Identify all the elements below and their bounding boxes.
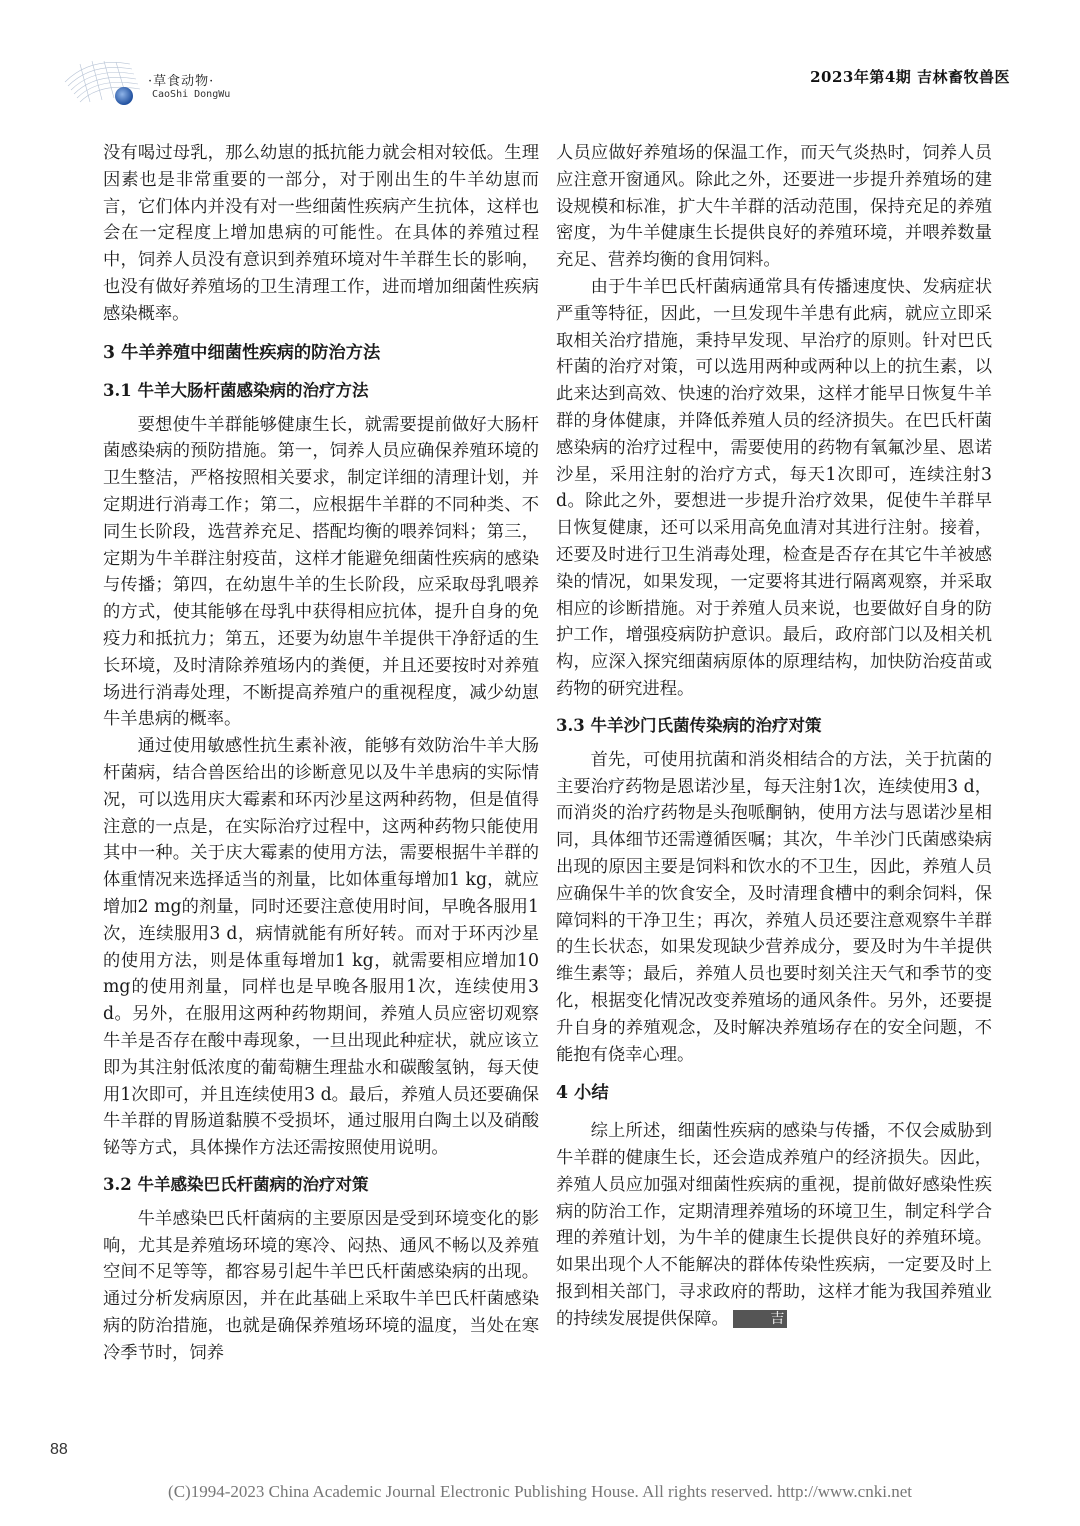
paragraph-text: 综上所述，细菌性疾病的感染与传播，不仅会威胁到牛羊群的健康生长，还会造成养殖户的经济损失。因此，养殖人员应加强对细菌性疾病的重视，提前做好感染性疾病的防治工作，定期清理养殖场的环境卫生，制定科学合理的养殖计划，为牛羊的健康生长提供良好的养殖环境。如果出现个人不能解决的群体传染性疾病，一定要及时上报到相关部门，寻求政府的帮助，这样才能为我国养殖业的持续发展提供保障。	[556, 1121, 992, 1329]
right-column	[556, 140, 992, 1333]
journal-issue-title: 2023年第4期 吉林畜牧兽医	[810, 68, 1010, 86]
paragraph-final	[556, 1118, 992, 1332]
section-subtitle: CaoShi DongWu	[152, 89, 231, 100]
paragraph: 通过使用敏感性抗生素补液，能够有效防治牛羊大肠杆菌病，结合兽医给出的诊断意见以及牛羊患病的实际情况，可以选用庆大霉素和环丙沙星这两种药物，但是值得注意的一点是，在实际治疗过程中，这两种药物只能使用其中一种。关于庆大霉素的使用方法，需要根据牛羊群的体重情况来选择适当的剂量，比如体重每增加1 kg，就应增加2 mg的剂量，同时还要注意使用时间，早晚各服用1次，连续服用3 d，病情就能有所好转。而对于环丙沙星的使用方法，则是体重每增加1 kg，就需要相应增加10 mg的使用剂量，同样也是早晚各服用1次，连续使用3 d。另外，在服用这两种药物期间，养殖人员应密切观察牛羊是否存在酸中毒现象，一旦出现此种症状，就应该立即为其注射低浓度的葡萄糖生理盐水和碳酸氢钠，每天使用1次即可，并且连续使用3 d。最后，养殖人员还要确保牛羊群的胃肠道黏膜不受损坏，通过服用白陶土以及硝酸铋等方式，具体操作方法还需按照使用说明。	[103, 736, 540, 1159]
paragraph: 首先，可使用抗菌和消炎相结合的方法，关于抗菌的主要治疗药物是恩诺沙星，每天注射1次，连续使用3 d，而消炎的治疗药物是头孢哌酮钠，使用方法与恩诺沙星相同，具体细节还需遵循医嘱；其次，牛羊沙门氏菌感染病出现的原因主要是饲料和饮水的不卫生，因此，养殖人员应确保牛羊的饮食安全，及时清理食槽中的剩余饲料，保障饲料的干净卫生；再次，养殖人员还要注意观察牛羊群的生长状态，如果发现缺少营养成分，要及时为牛羊提供维生素等；最后，养殖人员也要时刻关注天气和季节的变化，根据变化情况改变养殖场的通风条件。另外，还要提升自身的养殖观念，及时解决养殖场存在的安全问题，不能抱有侥幸心理。	[556, 749, 993, 1065]
paragraph: 人员应做好养殖场的保温工作，而天气炎热时，饲养人员应注意开窗通风。除此之外，还要进一步提升养殖场的建设规模和标准，扩大牛羊群的活动范围，保持充足的养殖密度，为牛羊健康生长提供良好的养殖环境，并喂养数量充足、营养均衡的食用饲料。	[556, 143, 992, 271]
paragraph: 牛羊感染巴氏杆菌病的主要原因是受到环境变化的影响，尤其是养殖场环境的寒冷、闷热、通风不畅以及养殖空间不足等等，都容易引起牛羊巴氏杆菌感染病的出现。通过分析发病原因，并在此基础上采取牛羊巴氏杆菌感染病的防治措施，也就是确保养殖场环境的温度，当处在寒冷季节时，饲养	[103, 1208, 539, 1363]
subsection-heading-3-2: 3.2 牛羊感染巴氏杆菌病的治疗对策	[103, 1174, 369, 1194]
page-header	[0, 0, 1080, 120]
section-title: ·草食动物·	[148, 74, 215, 89]
left-column	[103, 140, 539, 1367]
section-heading-3: 3 牛羊养殖中细菌性疾病的防治方法	[103, 342, 381, 363]
page-number: 88	[50, 1441, 68, 1458]
section-heading-4: 4 小结	[556, 1083, 609, 1104]
paragraph: 由于牛羊巴氏杆菌病通常具有传播速度快、发病症状严重等特征，因此，一旦发现牛羊患有此病，就应立即采取相关治疗措施，秉持早发现、早治疗的原则。针对巴氏杆菌的治疗对策，可以选用两种或两种以上的抗生素，以此来达到高效、快速的治疗效果，这样才能早日恢复牛羊群的身体健康，并降低养殖人员的经济损失。在巴氏杆菌感染病的治疗过程中，需要使用的药物有氧氟沙星、恩诺沙星，采用注射的治疗方式，每天1次即可，连续注射3 d。除此之外，要想进一步提升治疗效果，促使牛羊群早日恢复健康，还可以采用高免血清对其进行注射。接着，还要及时进行卫生消毒处理，检查是否存在其它牛羊被感染的情况，如果发现，一定要将其进行隔离观察，并采取相应的诊断措施。对于养殖人员来说，也要做好自身的防护工作，增强疫病防护意识。最后，政府部门以及相关机构，应深入探究细菌病原体的原理结构，加快防治疫苗或药物的研究进程。	[556, 276, 992, 699]
paragraph: 要想使牛羊群能够健康生长，就需要提前做好大肠杆菌感染病的预防措施。第一，饲养人员应确保养殖环境的卫生整洁，严格按照相关要求，制定详细的清理计划，并定期进行消毒工作；第二，应根据牛羊群的不同种类、不同生长阶段，选营养充足、搭配均衡的喂养饲料；第三，定期为牛羊群注射疫苗，这样才能避免细菌性疾病的感染与传播；第四，在幼崽牛羊的生长阶段，应采取母乳喂养的方式，使其能够在母乳中获得相应抗体，提升自身的免疫力和抵抗力；第五，还要为幼崽牛羊提供干净舒适的生长环境，及时清除养殖场内的粪便，并且还要按时对养殖场进行消毒处理，不断提高养殖户的重视程度，减少幼崽牛羊患病的概率。	[103, 414, 539, 730]
paragraph: 没有喝过母乳，那么幼崽的抵抗能力就会相对较低。生理因素也是非常重要的一部分，对于刚出生的牛羊幼崽而言，它们体内并没有对一些细菌性疾病产生抗体，这样也会在一定程度上增加患病的可能性。在具体的养殖过程中，饲养人员没有意识到养殖环境对牛羊群生长的影响，也没有做好养殖场的卫生清理工作，进而增加细菌性疾病感染概率。	[103, 143, 539, 324]
end-mark-icon: 吉	[733, 1310, 788, 1328]
subsection-heading-3-1: 3.1 牛羊大肠杆菌感染病的治疗方法	[103, 380, 369, 400]
copyright-line: (C)1994-2023 China Academic Journal Electronic Publishing House. All rights reserved. http://www.cnki.net	[168, 1482, 912, 1501]
subsection-heading-3-3: 3.3 牛羊沙门氏菌传染病的治疗对策	[556, 715, 822, 735]
